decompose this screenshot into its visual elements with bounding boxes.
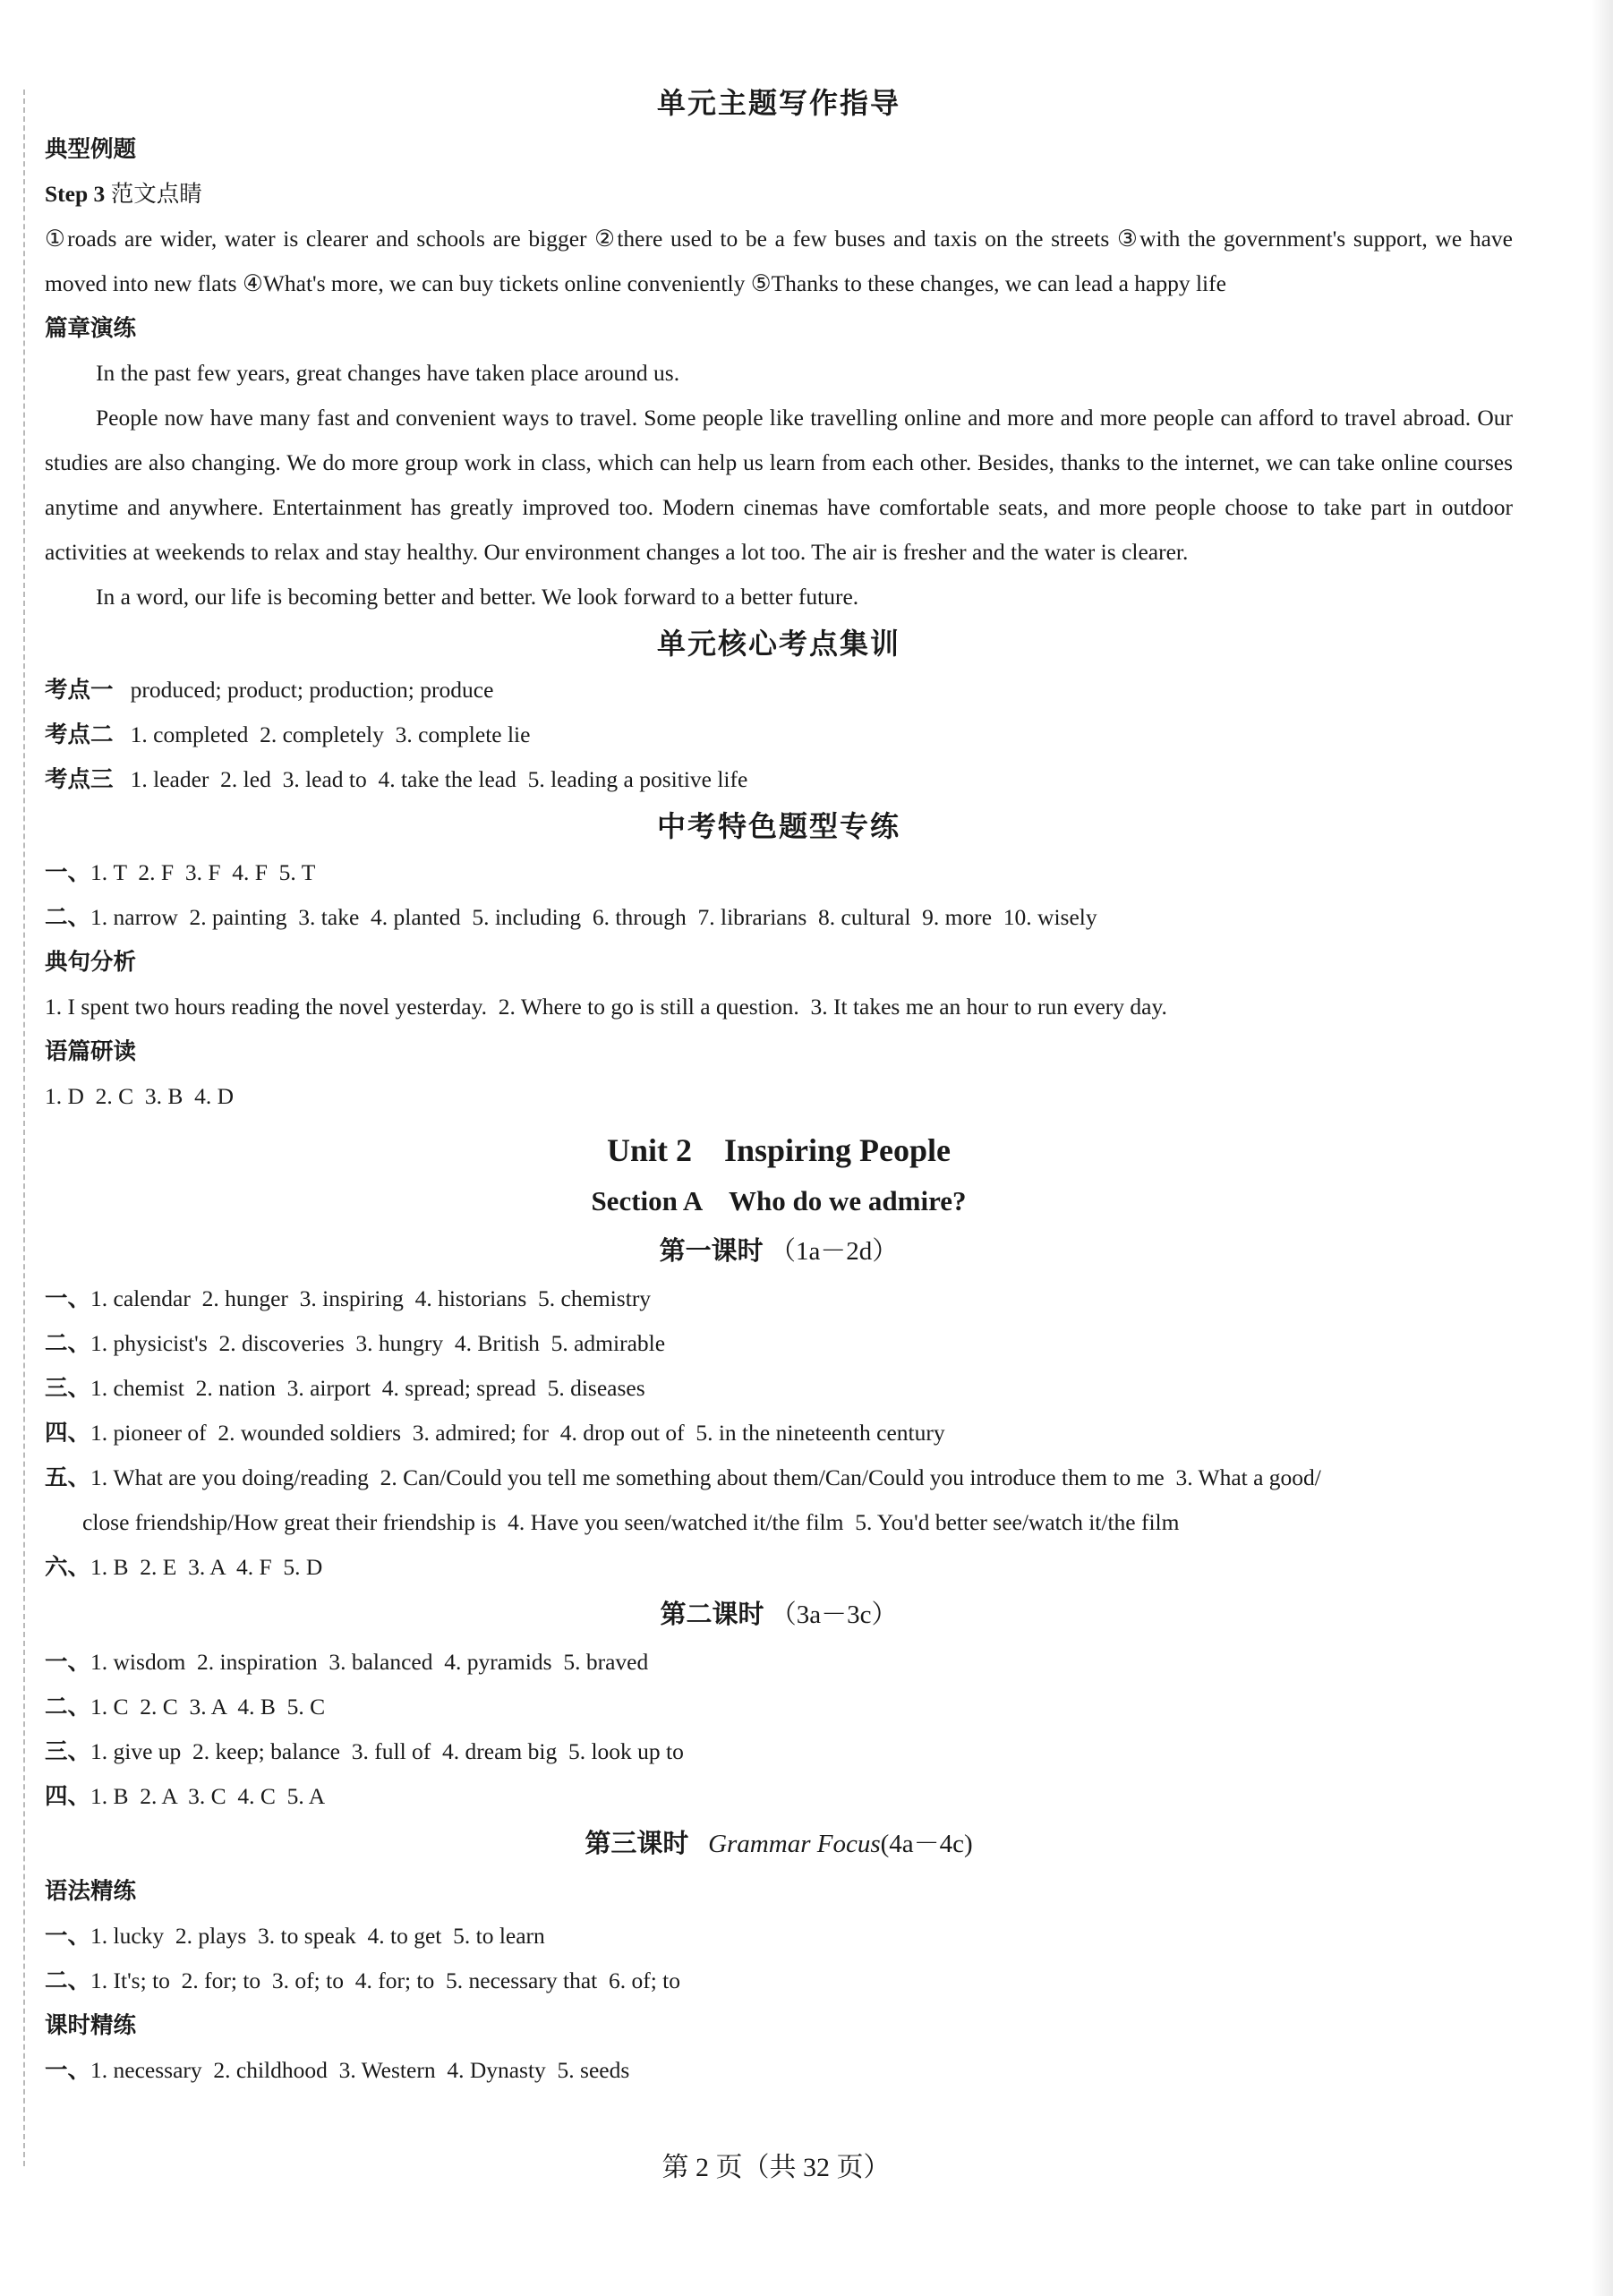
row-prefix: 二、	[45, 1330, 91, 1356]
lesson-2-heading	[45, 1590, 1513, 1640]
row-text: 1. pioneer of 2. wounded soldiers 3. admired; for 4. drop out of 5. in the nineteenth century	[90, 1420, 945, 1446]
core-row-label: 考点一	[45, 677, 114, 703]
core-heading: 单元核心考点集训	[656, 627, 900, 660]
core-row	[45, 668, 1513, 713]
answer-row	[45, 1640, 1513, 1685]
row-text: 1. necessary 2. childhood 3. Western 4. Dynasty 5. seeds	[90, 2057, 630, 2083]
unit-title: Unit 2 Inspiring People	[606, 1132, 952, 1168]
lesson-title: 第二课时	[660, 1600, 764, 1629]
lesson-practice-label: 课时精练	[45, 2012, 137, 2038]
row-text: 1. physicist's 2. discoveries 3. hungry 4. British 5. admirable	[90, 1330, 666, 1356]
answer-row	[45, 1959, 1513, 2003]
row-text: 1. B 2. E 3. A 4. F 5. D	[90, 1554, 323, 1580]
row-text: close friendship/How great their friendship is 4. Have you seen/watched it/the film 5. You'd better see/watch it/the film	[82, 1509, 1180, 1535]
core-row-label: 考点二	[45, 721, 114, 747]
lesson-title: 第三课时	[585, 1830, 689, 1858]
special-row	[45, 895, 1513, 940]
section-title: Section A Who do we admire?	[591, 1185, 967, 1216]
lesson-range: （1a－2d）	[769, 1237, 899, 1266]
core-row-text: produced; product; production; produce	[130, 677, 494, 703]
row-text: 1. B 2. A 3. C 4. C 5. A	[90, 1783, 326, 1809]
sentence-analysis-label: 典句分析	[45, 949, 137, 975]
answer-row	[45, 1685, 1513, 1729]
page-number-footer: 第 2 页（共 32 页）	[661, 2153, 891, 2182]
row-text: 1. What are you doing/reading 2. Can/Could you tell me something about them/Can/Could you introduce them to me 3. What a good/	[90, 1464, 1321, 1490]
row-prefix: 三、	[45, 1375, 91, 1401]
row-text: 1. It's; to 2. for; to 3. of; to 4. for; to 5. necessary that 6. of; to	[90, 1967, 681, 1993]
row-prefix: 一、	[45, 1649, 91, 1675]
step-title: 范文点睛	[110, 181, 202, 207]
row-prefix: 四、	[45, 1420, 91, 1446]
row-prefix: 一、	[45, 859, 91, 885]
practice-label: 篇章演练	[45, 315, 137, 341]
binding-margin-rule	[23, 90, 25, 2166]
answer-row	[45, 1321, 1513, 1366]
step-heading	[45, 172, 1513, 217]
step-answer-text: ①roads are wider, water is clearer and schools are bigger ②there used to be a few buses and taxis on the streets ③with the government's support, we have moved into new flats ④What's more, we can buy tickets online conveniently ⑤Thanks to these changes, we can lead a happy life	[45, 226, 1513, 296]
step-label: Step 3	[45, 181, 106, 207]
answer-row	[45, 1545, 1513, 1590]
row-prefix: 一、	[45, 2057, 91, 2083]
answer-row	[45, 1366, 1513, 1411]
special-heading: 中考特色题型专练	[656, 810, 900, 842]
row-prefix: 六、	[45, 1554, 91, 1580]
answer-row-continued	[45, 1500, 1513, 1545]
essay-paragraph-2: People now have many fast and convenient ways to travel. Some people like travelling online and more and more people can afford to travel abroad. Our studies are also changing. We do more group work in class, which can help us learn from each other. Besides, thanks to the internet, we can take online courses anytime and anywhere. Entertainment has greatly improved too. Modern cinemas have comfortable seats, and more people choose to take part in outdoor activities at weekends to relax and stay healthy. Our environment changes a lot too. The air is fresher and the water is clearer.	[45, 405, 1513, 565]
answer-row	[45, 1276, 1513, 1321]
lesson-1-heading	[45, 1226, 1513, 1276]
row-text: 1. lucky 2. plays 3. to speak 4. to get 5. to learn	[90, 1923, 545, 1949]
row-prefix: 二、	[45, 1694, 91, 1720]
row-text: 1. narrow 2. painting 3. take 4. planted 5. including 6. through 7. librarians 8. cultural 9. more 10. wisely	[90, 904, 1097, 930]
core-row-text: 1. completed 2. completely 3. complete lie	[130, 721, 531, 747]
example-label: 典型例题	[45, 136, 137, 162]
core-row-text: 1. leader 2. led 3. lead to 4. take the lead 5. leading a positive life	[130, 766, 748, 792]
essay-paragraph-3: In a word, our life is becoming better and better. We look forward to a better future.	[96, 584, 859, 610]
lesson-subtitle: Grammar Focus	[708, 1830, 881, 1858]
sentence-analysis-text: 1. I spent two hours reading the novel yesterday. 2. Where to go is still a question. 3. It takes me an hour to run every day.	[45, 994, 1167, 1020]
row-text: 1. chemist 2. nation 3. airport 4. spread; spread 5. diseases	[90, 1375, 645, 1401]
lesson-title: 第一课时	[659, 1237, 764, 1266]
answer-row	[45, 1411, 1513, 1455]
row-text: 1. C 2. C 3. A 4. B 5. C	[90, 1694, 326, 1720]
row-text: 1. calendar 2. hunger 3. inspiring 4. historians 5. chemistry	[90, 1285, 652, 1311]
row-prefix: 三、	[45, 1738, 91, 1764]
essay-paragraph-1: In the past few years, great changes have taken place around us.	[96, 360, 680, 386]
row-prefix: 一、	[45, 1285, 91, 1311]
page-edge-shadow	[1592, 0, 1613, 2296]
row-prefix: 一、	[45, 1923, 91, 1949]
core-row	[45, 713, 1513, 757]
row-text: 1. T 2. F 3. F 4. F 5. T	[90, 859, 316, 885]
row-prefix: 四、	[45, 1783, 91, 1809]
answer-row	[45, 1774, 1513, 1819]
reading-label: 语篇研读	[45, 1038, 137, 1064]
answer-row	[45, 1914, 1513, 1959]
row-prefix: 二、	[45, 1967, 91, 1993]
lesson-range: （3a－3c）	[770, 1600, 898, 1629]
core-row-label: 考点三	[45, 766, 114, 792]
row-prefix: 二、	[45, 904, 91, 930]
row-text: 1. wisdom 2. inspiration 3. balanced 4. pyramids 5. braved	[90, 1649, 649, 1675]
reading-answers: 1. D 2. C 3. B 4. D	[45, 1083, 235, 1109]
answer-row	[45, 1455, 1513, 1500]
answer-row	[45, 2048, 1513, 2093]
answer-row	[45, 1729, 1513, 1774]
special-row	[45, 850, 1513, 895]
row-text: 1. give up 2. keep; balance 3. full of 4. dream big 5. look up to	[90, 1738, 684, 1764]
answer-key-page	[45, 79, 1513, 2093]
grammar-label: 语法精练	[45, 1878, 137, 1904]
row-prefix: 五、	[45, 1464, 91, 1490]
lesson-range: (4a－4c)	[880, 1830, 973, 1858]
writing-heading: 单元主题写作指导	[656, 87, 900, 119]
lesson-3-heading	[45, 1819, 1513, 1869]
core-row	[45, 757, 1513, 802]
